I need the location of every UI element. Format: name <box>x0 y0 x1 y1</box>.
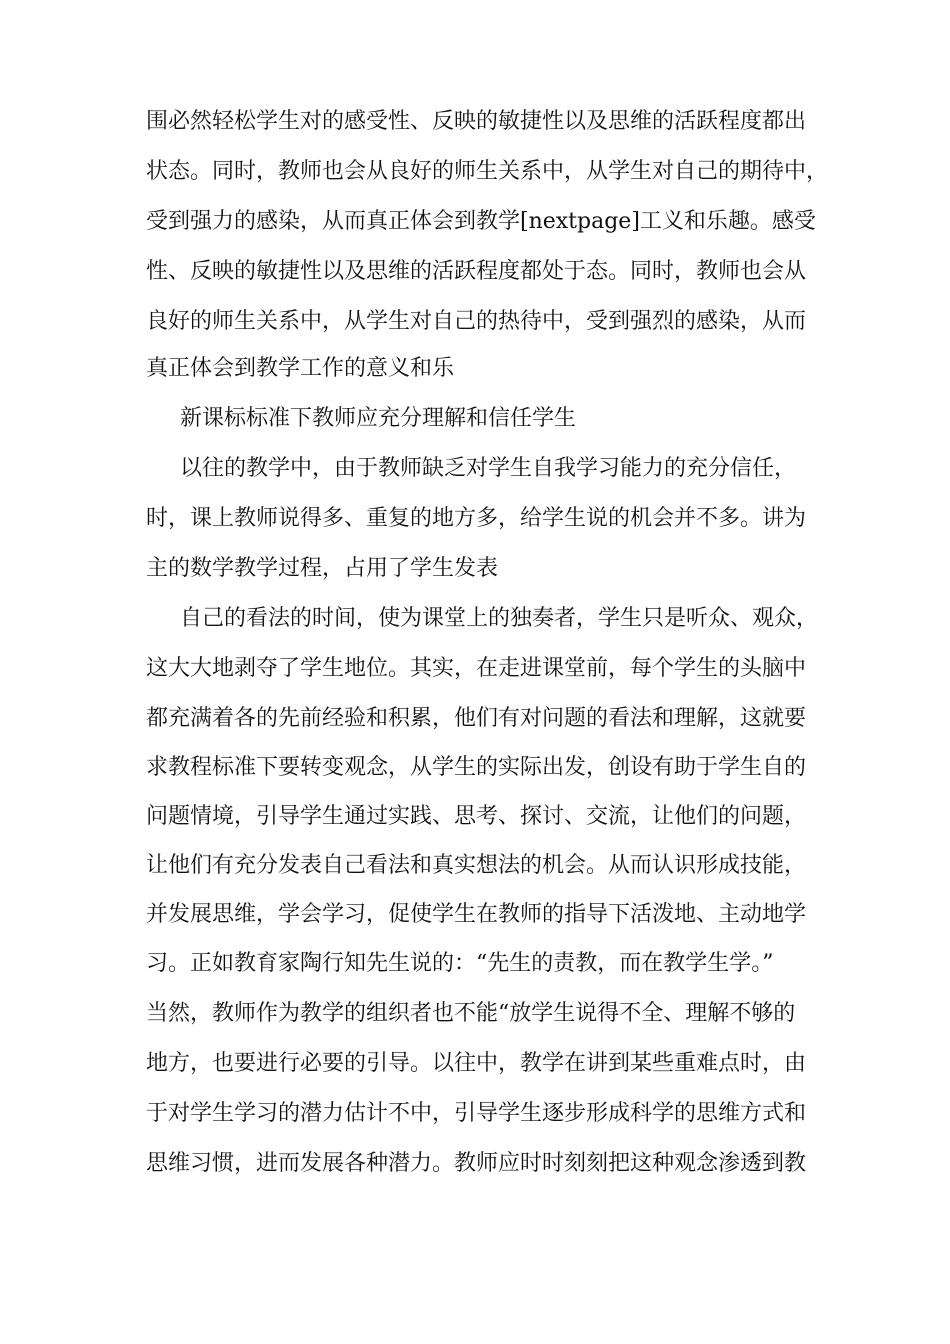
text-line: 都充满着各的先前经验和积累，他们有对问题的看法和理解，这就要 <box>146 706 807 731</box>
text-line: 于对学生学习的潜力估计不中，引导学生逐步形成科学的思维方式和 <box>146 1101 807 1126</box>
text-line: 习。正如教育家陶行知先生说的：“先生的责教，而在教学生学。” <box>146 951 774 976</box>
text-line: 思维习惯，进而发展各种潜力。教师应时时刻刻把这种观念渗透到教 <box>146 1151 807 1176</box>
text-line: 状态。同时，教师也会从良好的师生关系中，从学生对自己的期待中， <box>146 159 829 184</box>
text-line: 当然，教师作为教学的组织者也不能“放学生说得不全、理解不够的 <box>146 1001 796 1026</box>
section-heading: 新课标标准下教师应充分理解和信任学生 <box>180 406 577 431</box>
text-line: 自己的看法的时间，使为课堂上的独奏者，学生只是听众、观众， <box>180 606 819 631</box>
text-line: 让他们有充分发表自己看法和真实想法的机会。从而认识形成技能， <box>146 853 807 878</box>
text-line: 围必然轻松学生对的感受性、反映的敏捷性以及思维的活跃程度都出 <box>146 109 807 134</box>
text-line: 时，课上教师说得多、重复的地方多，给学生说的机会并不多。讲为 <box>146 506 807 531</box>
text-line: 并发展思维，学会学习，促使学生在教师的指导下活泼地、主动地学 <box>146 902 807 927</box>
text-line: 主的数学教学过程，占用了学生发表 <box>146 556 499 581</box>
text-line: 真正体会到教学工作的意义和乐 <box>146 356 455 381</box>
text-line: 这大大地剥夺了学生地位。其实，在走进课堂前，每个学生的头脑中 <box>146 656 807 681</box>
text-line: 良好的师生关系中，从学生对自己的热待中，受到强烈的感染，从而 <box>146 309 807 334</box>
text-line: 性、反映的敏捷性以及思维的活跃程度都处于态。同时，教师也会从 <box>146 259 807 284</box>
text-line: 受到强力的感染，从而真正体会到教学[nextpage]工义和乐趣。感受 <box>146 209 816 234</box>
text-line: 问题情境，引导学生通过实践、思考、探讨、交流，让他们的问题， <box>146 804 807 829</box>
text-line: 以往的教学中，由于教师缺乏对学生自我学习能力的充分信任， <box>180 456 797 481</box>
text-line: 求教程标准下要转变观念，从学生的实际出发，创设有助于学生自的 <box>146 755 807 780</box>
text-line: 地方，也要进行必要的引导。以往中，教学在讲到某些重难点时，由 <box>146 1051 807 1076</box>
